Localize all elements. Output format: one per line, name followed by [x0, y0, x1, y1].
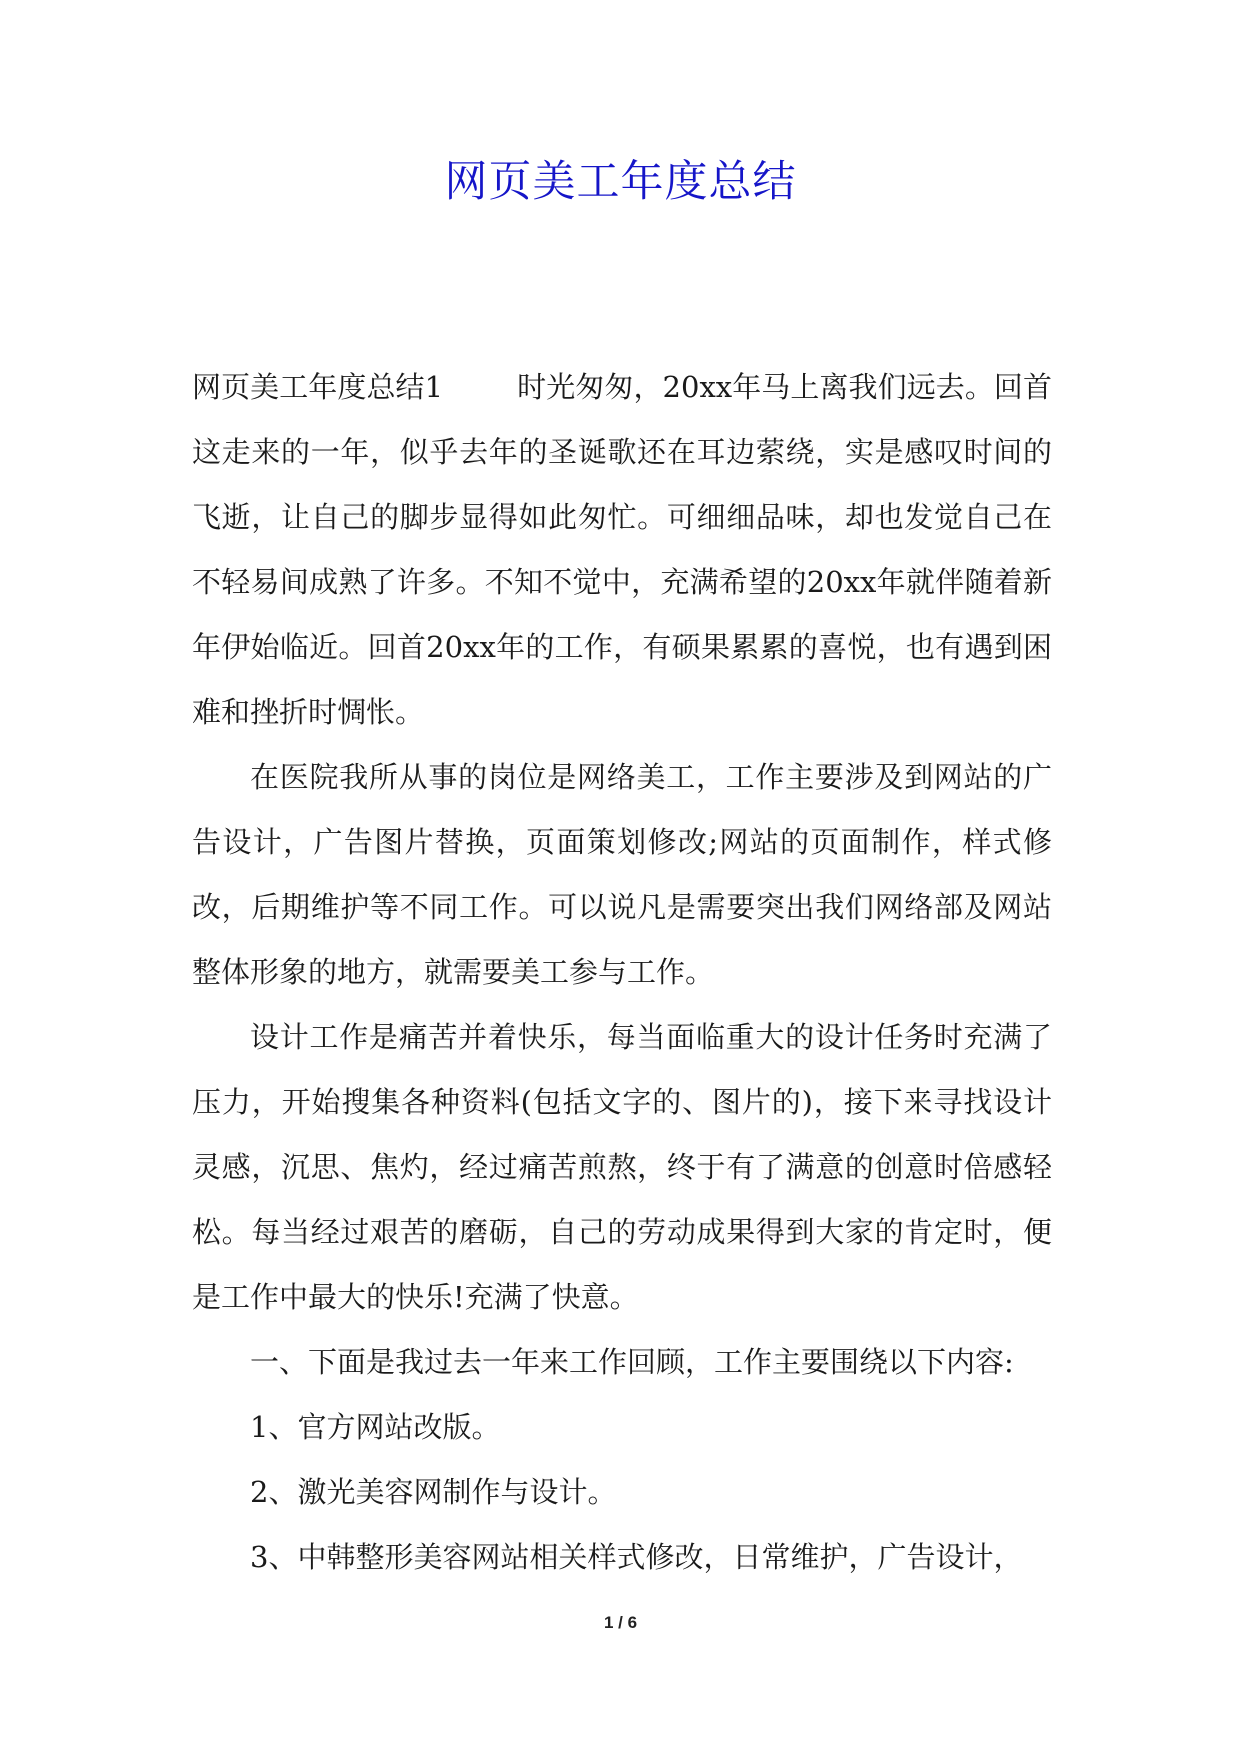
- intro-heading: 网页美工年度总结1: [192, 370, 444, 404]
- paragraph-1-text: 时光匆匆，20xx年马上离我们远去。回首这走来的一年，似乎去年的圣诞歌还在耳边萦绕，实是感叹时间的飞逝，让自己的脚步显得如此匆忙。可细细品味，却也发觉自己在不轻易间成熟了许多。不知不觉中，充满希望的20xx年就伴随着新年伊始临近。回首20xx年的工作，有硕果累累的喜悦，也有遇到困难和挫折时惆怅。: [192, 370, 1052, 729]
- document-title: 网页美工年度总结: [444, 157, 797, 207]
- paragraph-3: 设计工作是痛苦并着快乐，每当面临重大的设计任务时充满了压力，开始搜集各种资料(包括文字的、图片的)，接下来寻找设计灵感，沉思、焦灼，经过痛苦煎熬，终于有了满意的创意时倍感轻松。每当经过艰苦的磨砺，自己的劳动成果得到大家的肯定时，便是工作中最大的快乐!充满了快意。: [192, 1020, 1052, 1314]
- paragraph-1: [192, 355, 1052, 745]
- list-item-3: 3、中韩整形美容网站相关样式修改，日常维护，广告设计，: [250, 1540, 1023, 1574]
- page-number: 1 / 6: [603, 1613, 638, 1632]
- document-body: [192, 355, 1052, 1590]
- paragraph-4: 一、下面是我过去一年来工作回顾，工作主要围绕以下内容:: [250, 1345, 1014, 1379]
- list-item-2: 2、激光美容网制作与设计。: [250, 1475, 617, 1509]
- paragraph-2: 在医院我所从事的岗位是网络美工，工作主要涉及到网站的广告设计，广告图片替换，页面策划修改;网站的页面制作，样式修改，后期维护等不同工作。可以说凡是需要突出我们网络部及网站整体形象的地方，就需要美工参与工作。: [192, 760, 1052, 989]
- list-item-1: 1、官方网站改版。: [250, 1410, 501, 1444]
